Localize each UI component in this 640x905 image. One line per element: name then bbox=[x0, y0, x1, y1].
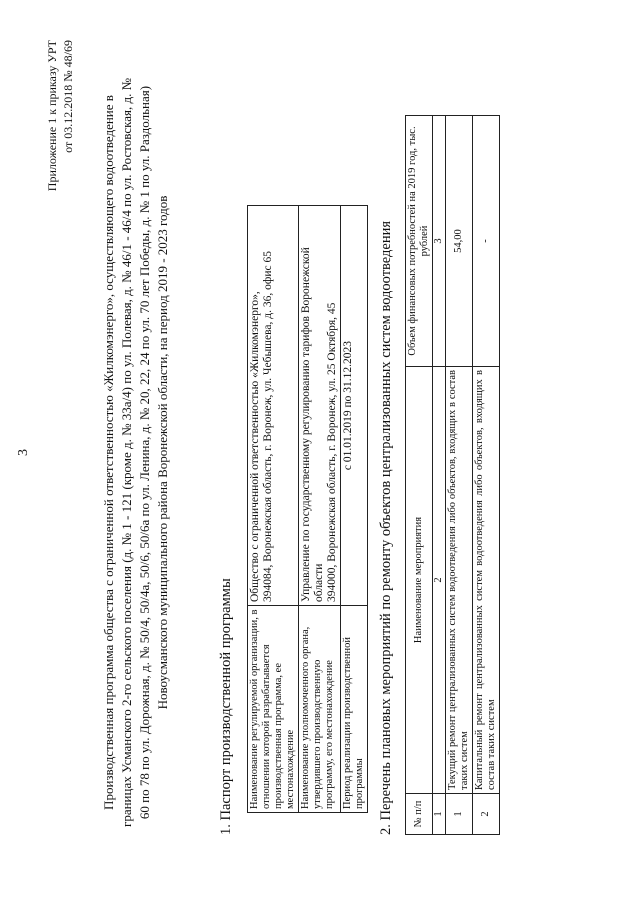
passport-label: Период реализации производственной программы bbox=[341, 606, 368, 813]
passport-value bbox=[248, 206, 299, 606]
passport-row bbox=[341, 206, 368, 813]
column-index: 2 bbox=[433, 367, 446, 794]
section-1-heading: 1. Паспорт производственной программы bbox=[218, 578, 234, 835]
table-row bbox=[446, 116, 473, 835]
row-number: 1 bbox=[446, 794, 473, 835]
passport-row bbox=[248, 206, 299, 813]
row-activity-name: Капитальный ремонт централизованных систем водоотведения либо объектов, входящих в состав таких систем bbox=[473, 367, 500, 794]
table-header-row bbox=[406, 116, 433, 835]
column-header-cost: Объем финансовых потребностей на 2019 год, тыс. рублей bbox=[406, 116, 433, 367]
passport-table bbox=[247, 205, 368, 813]
page-number: 3 bbox=[16, 449, 31, 456]
appendix-line-1: Приложение 1 к приказу УРТ bbox=[45, 40, 59, 192]
appendix-note bbox=[44, 40, 76, 300]
table-index-row bbox=[433, 116, 446, 835]
passport-value-line: 394084, Воронежская область, г. Воронеж, ул. Чебышева, д. 36, офис 65 bbox=[262, 251, 274, 602]
row-cost: - bbox=[473, 116, 500, 367]
column-index: 1 bbox=[433, 794, 446, 835]
passport-value-line: Управление по государственному регулированию тарифов Воронежской области bbox=[300, 247, 325, 602]
section-2-heading: 2. Перечень плановых мероприятий по ремонту объектов централизованных систем водоотведения bbox=[378, 220, 394, 835]
passport-value-line: 394000, Воронежская область, г. Воронеж, ул. 25 Октября, 45 bbox=[326, 302, 338, 602]
passport-value-line: с 01.01.2019 по 31.12.2023 bbox=[342, 340, 354, 471]
passport-row bbox=[299, 206, 341, 813]
column-header-name: Наименование мероприятия bbox=[406, 367, 433, 794]
document-title: Производственная программа общества с ограниченной ответственностью «Жилкомэнерго», осуществляющего водоотведение в границах Усманского 2-го сельского поселения (д. № 1 - 121 (кроме д. № 33а/4) по ул. Полевая, д. № 46/1 - 46/4 по ул. Ростовская, д. № 60 по 78 по ул. Дорожная, д. № 50/4, 50/4а, 50/6, 50/6а по ул. Ленина, д. № 20, 22, 24 по ул. 70 лет Победы, д. № 1 по ул. Раздольная) Новоусманского муниципального района Воронежской области, на период 2019 - 2023 годов bbox=[101, 78, 170, 828]
column-index: 3 bbox=[433, 116, 446, 367]
repair-plan-table bbox=[405, 115, 500, 835]
passport-label: Наименование уполномоченного органа, утвердившего производственную программу, его местонахождение bbox=[299, 606, 341, 813]
passport-label: Наименование регулируемой организации, в отношении которой разрабатывается производственная программа, ее местонахождение bbox=[248, 606, 299, 813]
appendix-line-2: от 03.12.2018 № 48/69 bbox=[61, 40, 75, 153]
row-activity-name: Текущий ремонт централизованных систем водоотведения либо объектов, входящих в состав таких систем bbox=[446, 367, 473, 794]
table-row bbox=[473, 116, 500, 835]
column-header-number: № п/п bbox=[406, 794, 433, 835]
row-cost: 54,00 bbox=[446, 116, 473, 367]
passport-value bbox=[299, 206, 341, 606]
row-number: 2 bbox=[473, 794, 500, 835]
passport-value-line: Общество с ограниченной ответственностью «Жилкомэнерго», bbox=[249, 291, 261, 602]
passport-value bbox=[341, 206, 368, 606]
